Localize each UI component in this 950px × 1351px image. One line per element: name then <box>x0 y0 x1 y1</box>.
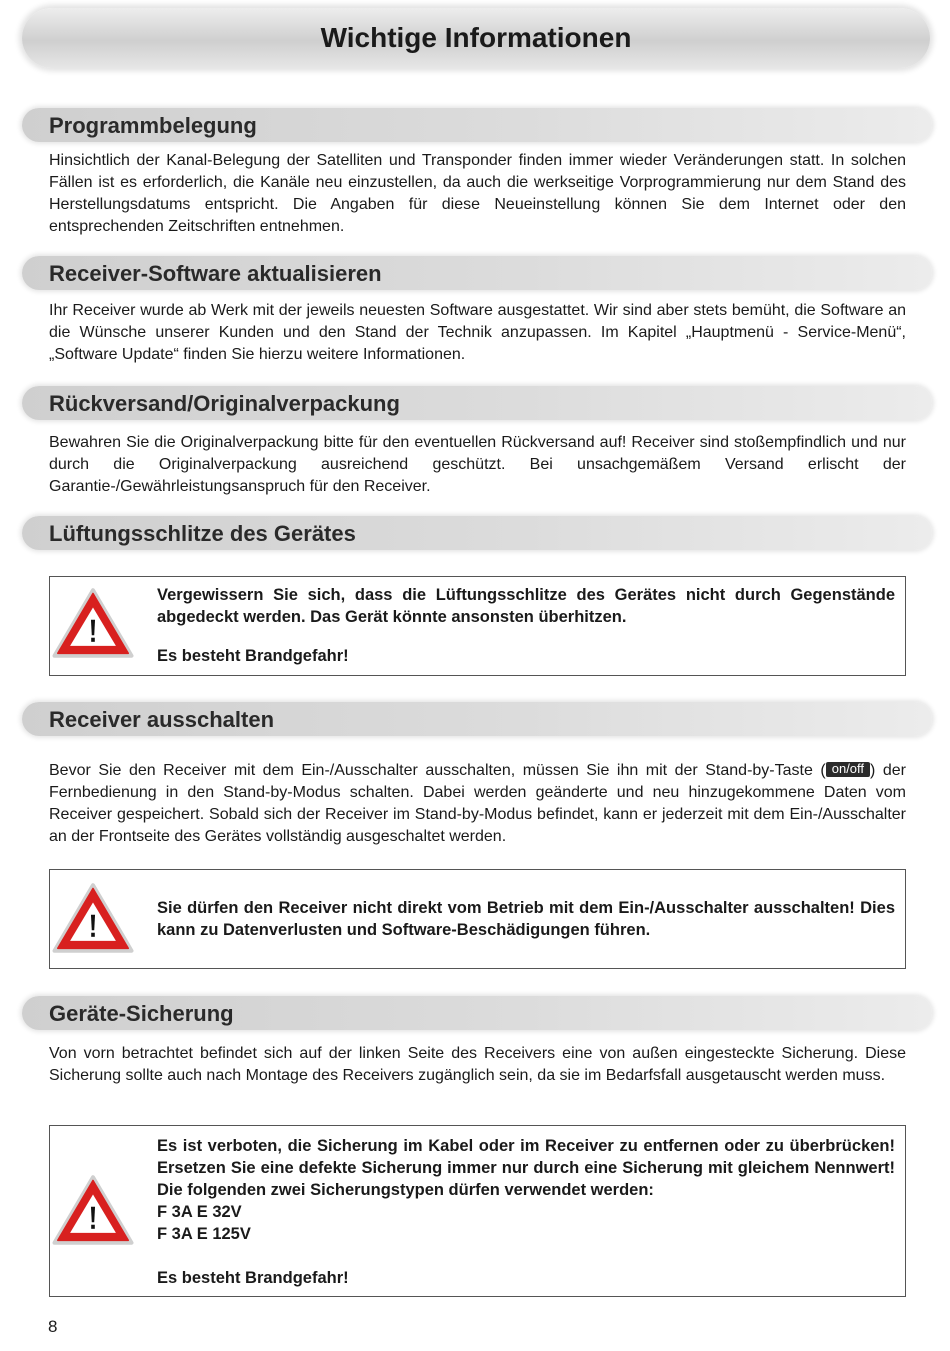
paragraph-software: Ihr Receiver wurde ab Werk mit der jeweils neuesten Software ausgestattet. Wir sind aber stets bemüht, die Software an die Wünsche unserer Kunden und den Stand der Technik anzupassen. Im Kapitel „Hauptmenü - Service-Menü“, „Software Update“ finden Sie hierzu weitere Informationen. <box>49 302 906 363</box>
page-number: 8 <box>48 1317 58 1336</box>
paragraph-ausschalten <box>49 760 906 848</box>
warning-box-ausschalten <box>49 869 906 969</box>
warning-text-sicherung <box>157 1135 895 1289</box>
section-header-ausschalten <box>22 702 932 736</box>
text-after-key: ) der Fernbedienung in den Stand-by-Modus schalten. Dabei werden geänderte und neu hinzugekommene Daten vom Receiver gespeichert. Sobald sich der Receiver im Stand-by-Modus befindet, kann er jederzeit mit dem Ein-/Ausschalter an der Frontseite des Gerätes vollständig ausgeschaltet werden. <box>49 762 907 845</box>
on-off-key-badge: on/off <box>826 762 870 777</box>
section-heading: Receiver ausschalten <box>49 707 275 732</box>
section-header-sicherung <box>22 996 932 1030</box>
warning-line: Es ist verboten, die Sicherung im Kabel oder im Receiver zu entfernen oder zu überbrücken! Ersetzen Sie eine defekte Sicherung immer nur durch eine Sicherung mit gleichem Nennwert! Die folgenden zwei Sicherungstypen dürfen verwendet werden: <box>157 1137 895 1199</box>
warning-fire-line: Es besteht Brandgefahr! <box>157 1269 349 1287</box>
page-title: Wichtige Informationen <box>320 22 632 53</box>
warning-triangle-icon <box>52 587 134 659</box>
warning-line: Vergewissern Sie sich, dass die Lüftungsschlitze des Gerätes nicht durch Gegenstände abgedeckt werden. Das Gerät könnte ansonsten überhitzen. <box>157 586 895 626</box>
page-title-bar <box>22 8 930 68</box>
paragraph-programmbelegung: Hinsichtlich der Kanal-Belegung der Satelliten und Transponder finden immer wieder Veränderungen statt. In solchen Fällen ist es erforderlich, die Kanäle neu einzustellen, da auch die werkseitige Vorprogrammierung nur dem Stand des Herstellungsdatums entspricht. Die Angaben für diese Neueinstellung können Sie dem Internet oder den entsprechenden Zeitschriften entnehmen. <box>49 152 906 235</box>
section-header-programmbelegung <box>22 108 932 142</box>
warning-fire-line: Es besteht Brandgefahr! <box>157 647 349 665</box>
warning-box-lueftung <box>49 576 906 676</box>
warning-text-ausschalten <box>157 897 895 941</box>
paragraph-sicherung: Von vorn betrachtet befindet sich auf der linken Seite des Receivers eine von außen eingesteckte Sicherung. Diese Sicherung sollte auch nach Montage des Receivers zugänglich sein, da sie im Bedarfsfall ausgetauscht werden muss. <box>49 1045 906 1084</box>
warning-triangle-icon <box>52 1174 134 1246</box>
section-header-rueckversand <box>22 386 932 420</box>
fuse-type-2: F 3A E 125V <box>157 1225 251 1243</box>
section-header-lueftung <box>22 516 932 550</box>
section-heading: Geräte-Sicherung <box>49 1001 234 1026</box>
warning-line: Sie dürfen den Receiver nicht direkt vom Betrieb mit dem Ein-/Ausschalter ausschalten! Dies kann zu Datenverlusten und Software-Beschädigungen führen. <box>157 899 895 939</box>
warning-text-lueftung <box>157 584 895 667</box>
warning-box-sicherung <box>49 1125 906 1297</box>
section-heading: Rückversand/Originalverpackung <box>49 391 400 416</box>
section-heading: Receiver-Software aktualisieren <box>49 261 382 286</box>
section-header-software <box>22 256 932 290</box>
paragraph-rueckversand: Bewahren Sie die Originalverpackung bitte für den eventuellen Rückversand auf! Receiver sind stoßempfindlich und nur durch die Originalverpackung ausreichend geschützt. Bei unsachgemäßem Versand erlischt der Garantie-/Gewährleistungsanspruch für den Receiver. <box>49 434 906 495</box>
warning-triangle-icon <box>52 882 134 954</box>
fuse-type-1: F 3A E 32V <box>157 1203 242 1221</box>
text-before-key: Bevor Sie den Receiver mit dem Ein-/Ausschalter ausschalten, müssen Sie ihn mit der Stand-by-Taste ( <box>49 762 826 779</box>
section-heading: Programmbelegung <box>49 113 257 138</box>
section-heading: Lüftungsschlitze des Gerätes <box>49 521 356 546</box>
